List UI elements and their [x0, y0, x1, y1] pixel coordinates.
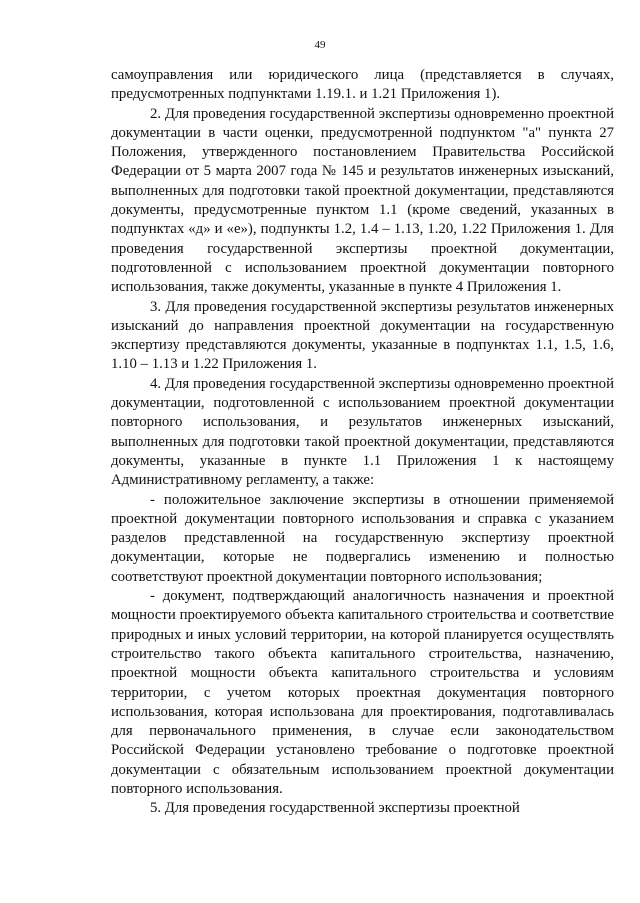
page-number: 49	[314, 39, 326, 51]
paragraph-item-3: 3. Для проведения государственной экспертизы результатов инженерных изысканий до направления проектной документации на государственную экспертизу представляются документы, указанные в подпунктах 1.1, 1.5, 1.6, 1.10 – 1.13 и 1.22 Приложения 1.	[111, 298, 614, 373]
paragraph-bullet-document: - документ, подтверждающий аналогичность назначения и проектной мощности проектируемого объекта капитального строительства и соответствие природных и иных условий территории, на которой планируется осуществлять строительство такого объекта капитального строительства, назначению, проектной мощности объекта капитального строительства и условиям территории, с учетом которых проектная документация повторного использования, которая использована для проектирования, подготавливалась для первоначального применения, в случае если законодательством Российской Федерации установлено требование о подготовке проектной документации с обязательным использованием проектной документации повторного использования.	[111, 588, 614, 797]
paragraph-item-5: 5. Для проведения государственной экспертизы проектной	[150, 800, 520, 817]
document-body	[111, 66, 614, 819]
paragraph-item-4: 4. Для проведения государственной экспертизы одновременно проектной документации, подготовленной с использованием проектной документации повторного использования, и результатов инженерных изысканий, выполненных для подготовки такой проектной документации, представляются документы, указанные в пункте 1.1 Приложения 1 к настоящему Административному регламенту, а также:	[111, 375, 614, 489]
paragraph-continuation: самоуправления или юридического лица (представляется в случаях, предусмотренных подпунктами 1.19.1. и 1.21 Приложения 1).	[111, 67, 614, 103]
paragraph-bullet-conclusion: - положительное заключение экспертизы в отношении применяемой проектной документации повторного использования и справка с указанием разделов представленной на государственную экспертизу проектной документации, которые не подвергались изменению и полностью соответствуют проектной документации повторного использования;	[111, 491, 614, 585]
paragraph-item-2: 2. Для проведения государственной экспертизы одновременно проектной документации в части оценки, предусмотренной подпунктом "а" пункта 27 Положения, утвержденного постановлением Правительства Российской Федерации от 5 марта 2007 года № 145 и результатов инженерных изысканий, выполненных для подготовки такой проектной документации, представляются документы, предусмотренные пунктом 1.1 (кроме сведений, указанных в подпунктах «д» и «е»), подпункты 1.2, 1.4 – 1.13, 1.20, 1.22 Приложения 1. Для проведения государственной экспертизы проектной документации, подготовленной с использованием проектной документации повторного использования, также документы, указанные в пункте 4 Приложения 1.	[111, 105, 614, 296]
